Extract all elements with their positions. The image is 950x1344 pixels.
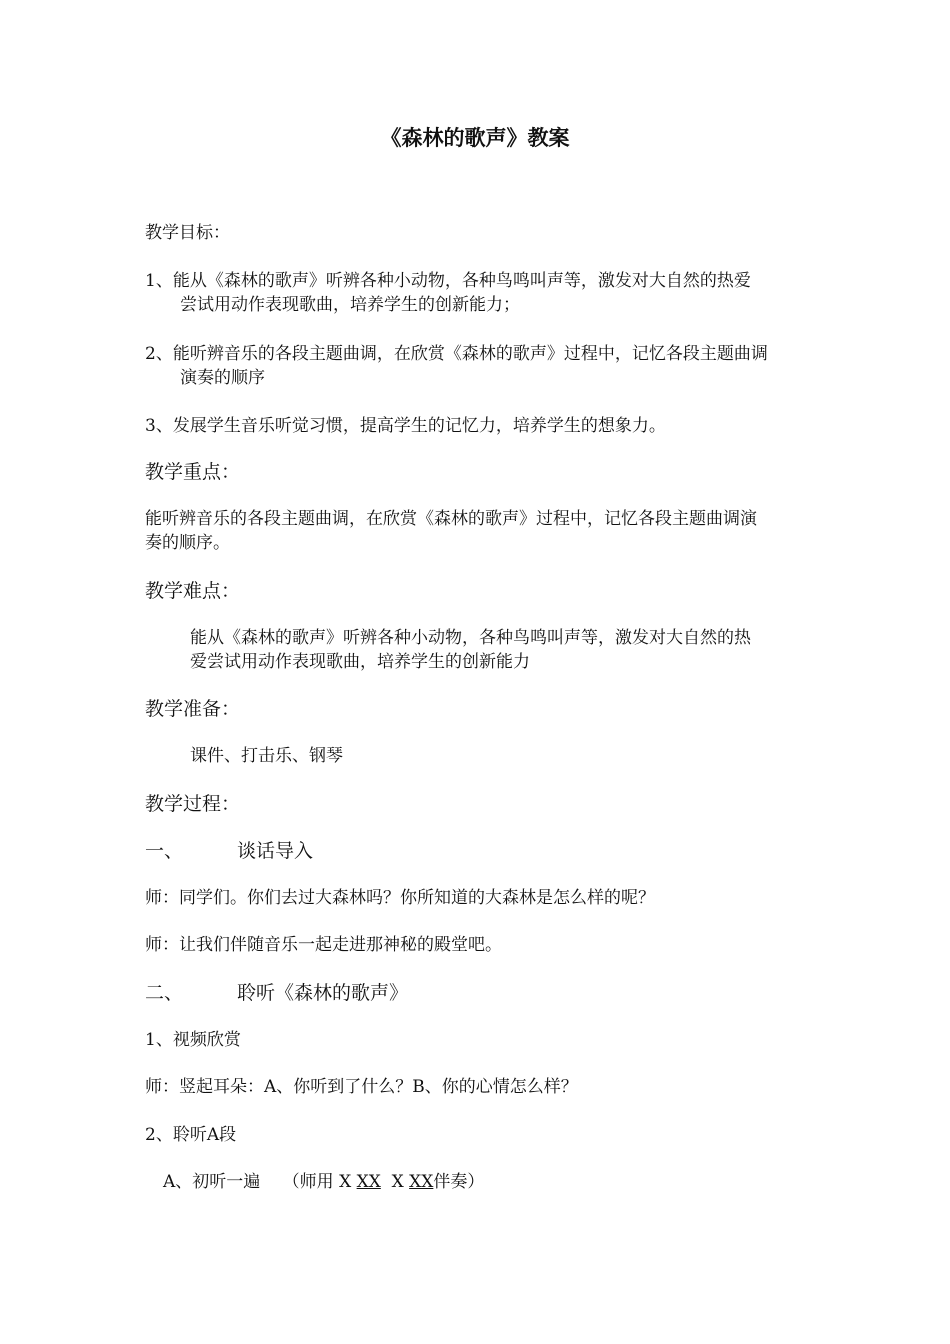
section-2-item-2: 2、聆听A段 (145, 1125, 237, 1145)
key-points-line-2: 奏的顺序。 (145, 533, 230, 553)
rhythm-xx-1: XX (356, 1172, 381, 1192)
preparation-heading: 教学准备： (145, 698, 241, 720)
objective-3: 3、发展学生音乐听觉习惯，提高学生的记忆力，培养学生的想象力。 (145, 416, 666, 436)
difficulties-line-2: 爱尝试用动作表现歌曲，培养学生的创新能力 (190, 652, 530, 672)
objective-1-line-1: 1、能从《森林的歌声》听辨各种小动物，各种鸟鸣叫声等，激发对大自然的热爱 (145, 271, 751, 291)
section-1-line-1: 师：同学们。你们去过大森林吗？你所知道的大森林是怎么样的呢？ (145, 888, 655, 908)
section-1-line-2: 师：让我们伴随音乐一起走进那神秘的殿堂吧。 (145, 935, 502, 955)
section-1-number: 一、 (145, 840, 184, 862)
sub-a-prefix: A、初听一遍 （师用 X (163, 1172, 357, 1192)
section-2-question: 师：竖起耳朵：A、你听到了什么？B、你的心情怎么样？ (145, 1077, 578, 1097)
objective-2-line-1: 2、能听辨音乐的各段主题曲调，在欣赏《森林的歌声》过程中，记忆各段主题曲调 (145, 344, 768, 364)
objectives-heading: 教学目标： (145, 223, 230, 243)
section-2-sub-a (163, 1171, 484, 1193)
section-2-number: 二、 (145, 982, 184, 1004)
section-2-title: 聆听《森林的歌声》 (237, 982, 409, 1004)
objective-1-line-2: 尝试用动作表现歌曲，培养学生的创新能力； (180, 295, 520, 315)
objective-2-line-2: 演奏的顺序 (180, 368, 265, 388)
section-2-item-1: 1、视频欣赏 (145, 1030, 241, 1050)
key-points-heading: 教学重点： (145, 461, 241, 483)
key-points-line-1: 能听辨音乐的各段主题曲调，在欣赏《森林的歌声》过程中，记忆各段主题曲调演 (145, 509, 757, 529)
sub-a-suffix: 伴奏） (433, 1172, 485, 1192)
sub-a-mid: X (380, 1172, 410, 1192)
rhythm-xx-2: XX (409, 1172, 434, 1192)
process-heading: 教学过程： (145, 793, 241, 815)
section-1-title: 谈话导入 (237, 840, 314, 862)
section-2-heading (145, 982, 408, 1004)
document-title: 《森林的歌声》教案 (380, 126, 570, 150)
difficulties-line-1: 能从《森林的歌声》听辨各种小动物，各种鸟鸣叫声等，激发对大自然的热 (190, 628, 751, 648)
section-1-heading (145, 840, 313, 862)
preparation-text: 课件、打击乐、钢琴 (190, 746, 343, 766)
difficulties-heading: 教学难点： (145, 580, 241, 602)
